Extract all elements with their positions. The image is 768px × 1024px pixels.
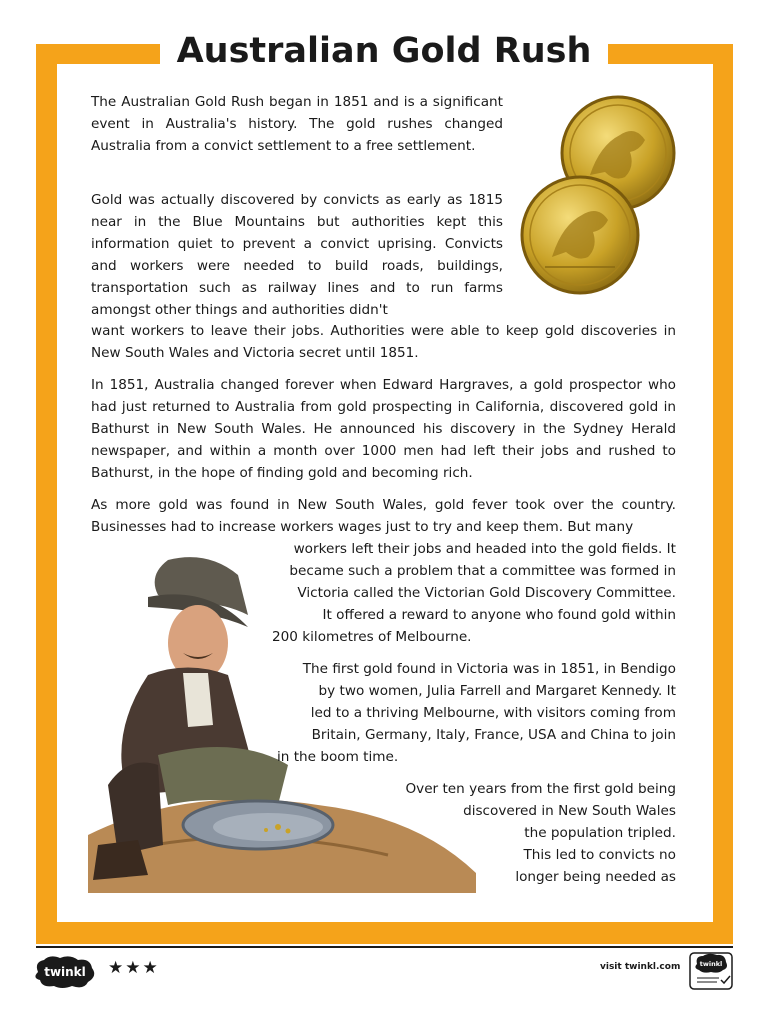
gold-fever-paragraph-part-1: As more gold was found in New South Wales, gold fever took over the country. Businesses had to increase workers wages just to try and keep them. But many [91, 497, 676, 535]
discovery-paragraph-part-2: want workers to leave their jobs. Authorities were able to keep gold discoveries in New South Wales and Victoria secret until 1851. [91, 323, 676, 361]
page-title: Australian Gold Rush [176, 31, 592, 71]
gold-fever-line-4: became such a problem that a committee was formed in [289, 563, 676, 579]
population-line-1: Over ten years from the first gold being [405, 781, 676, 797]
gold-fever-line-6: It offered a reward to anyone who found gold within [322, 607, 676, 623]
quality-badge-icon [689, 952, 733, 990]
gold-fever-line-5: Victoria called the Victorian Gold Discovery Committee. [297, 585, 676, 601]
discovery-paragraph-part-1: Gold was actually discovered by convicts as early as 1815 near in the Blue Mountains but authorities kept this information quiet to prevent a convict uprising. Convicts and workers were needed to build roads, buildings, transportation such as railway lines and to run farms amongst other things and authorities didn't [91, 192, 503, 318]
victoria-line-4: Britain, Germany, Italy, France, USA and China to join [311, 727, 676, 743]
population-line-3: the population tripled. [524, 825, 676, 841]
gold-coins-image [520, 95, 680, 295]
twinkl-logo[interactable] [32, 954, 98, 990]
victoria-line-5: in the boom time. [277, 749, 399, 765]
title-banner [160, 24, 608, 78]
hargraves-paragraph: In 1851, Australia changed forever when Edward Hargraves, a gold prospector who had just returned to Australia from gold prospecting in California, discovered gold in Bathurst in New South Wales. He announced his discovery in the Sydney Herald newspaper, and within a month over 1000 men had left their jobs and rushed to Bathurst, in the hope of finding gold and becoming rich. [91, 377, 676, 481]
population-line-5: longer being needed as [515, 869, 676, 885]
gold-fever-line-3: workers left their jobs and headed into the gold fields. It [293, 541, 676, 557]
population-line-2: discovered in New South Wales [463, 803, 676, 819]
victoria-line-1: The first gold found in Victoria was in 1851, in Bendigo [302, 661, 676, 677]
victoria-line-3: led to a thriving Melbourne, with visitors coming from [310, 705, 676, 721]
badge-logo-text: twinkl [699, 960, 723, 968]
intro-paragraph: The Australian Gold Rush began in 1851 and is a significant event in Australia's history. The gold rushes changed Australia from a convict settlement to a free settlement. [91, 94, 503, 154]
twinkl-logo-text: twinkl [44, 965, 86, 979]
rating-stars: ★★★ [108, 958, 160, 978]
victoria-line-2: by two women, Julia Farrell and Margaret Kennedy. It [318, 683, 676, 699]
gold-fever-line-7: 200 kilometres of Melbourne. [272, 629, 472, 645]
population-line-4: This led to convicts no [523, 847, 676, 863]
visit-link[interactable]: visit twinkl.com [600, 962, 681, 972]
footer-divider [36, 946, 733, 948]
